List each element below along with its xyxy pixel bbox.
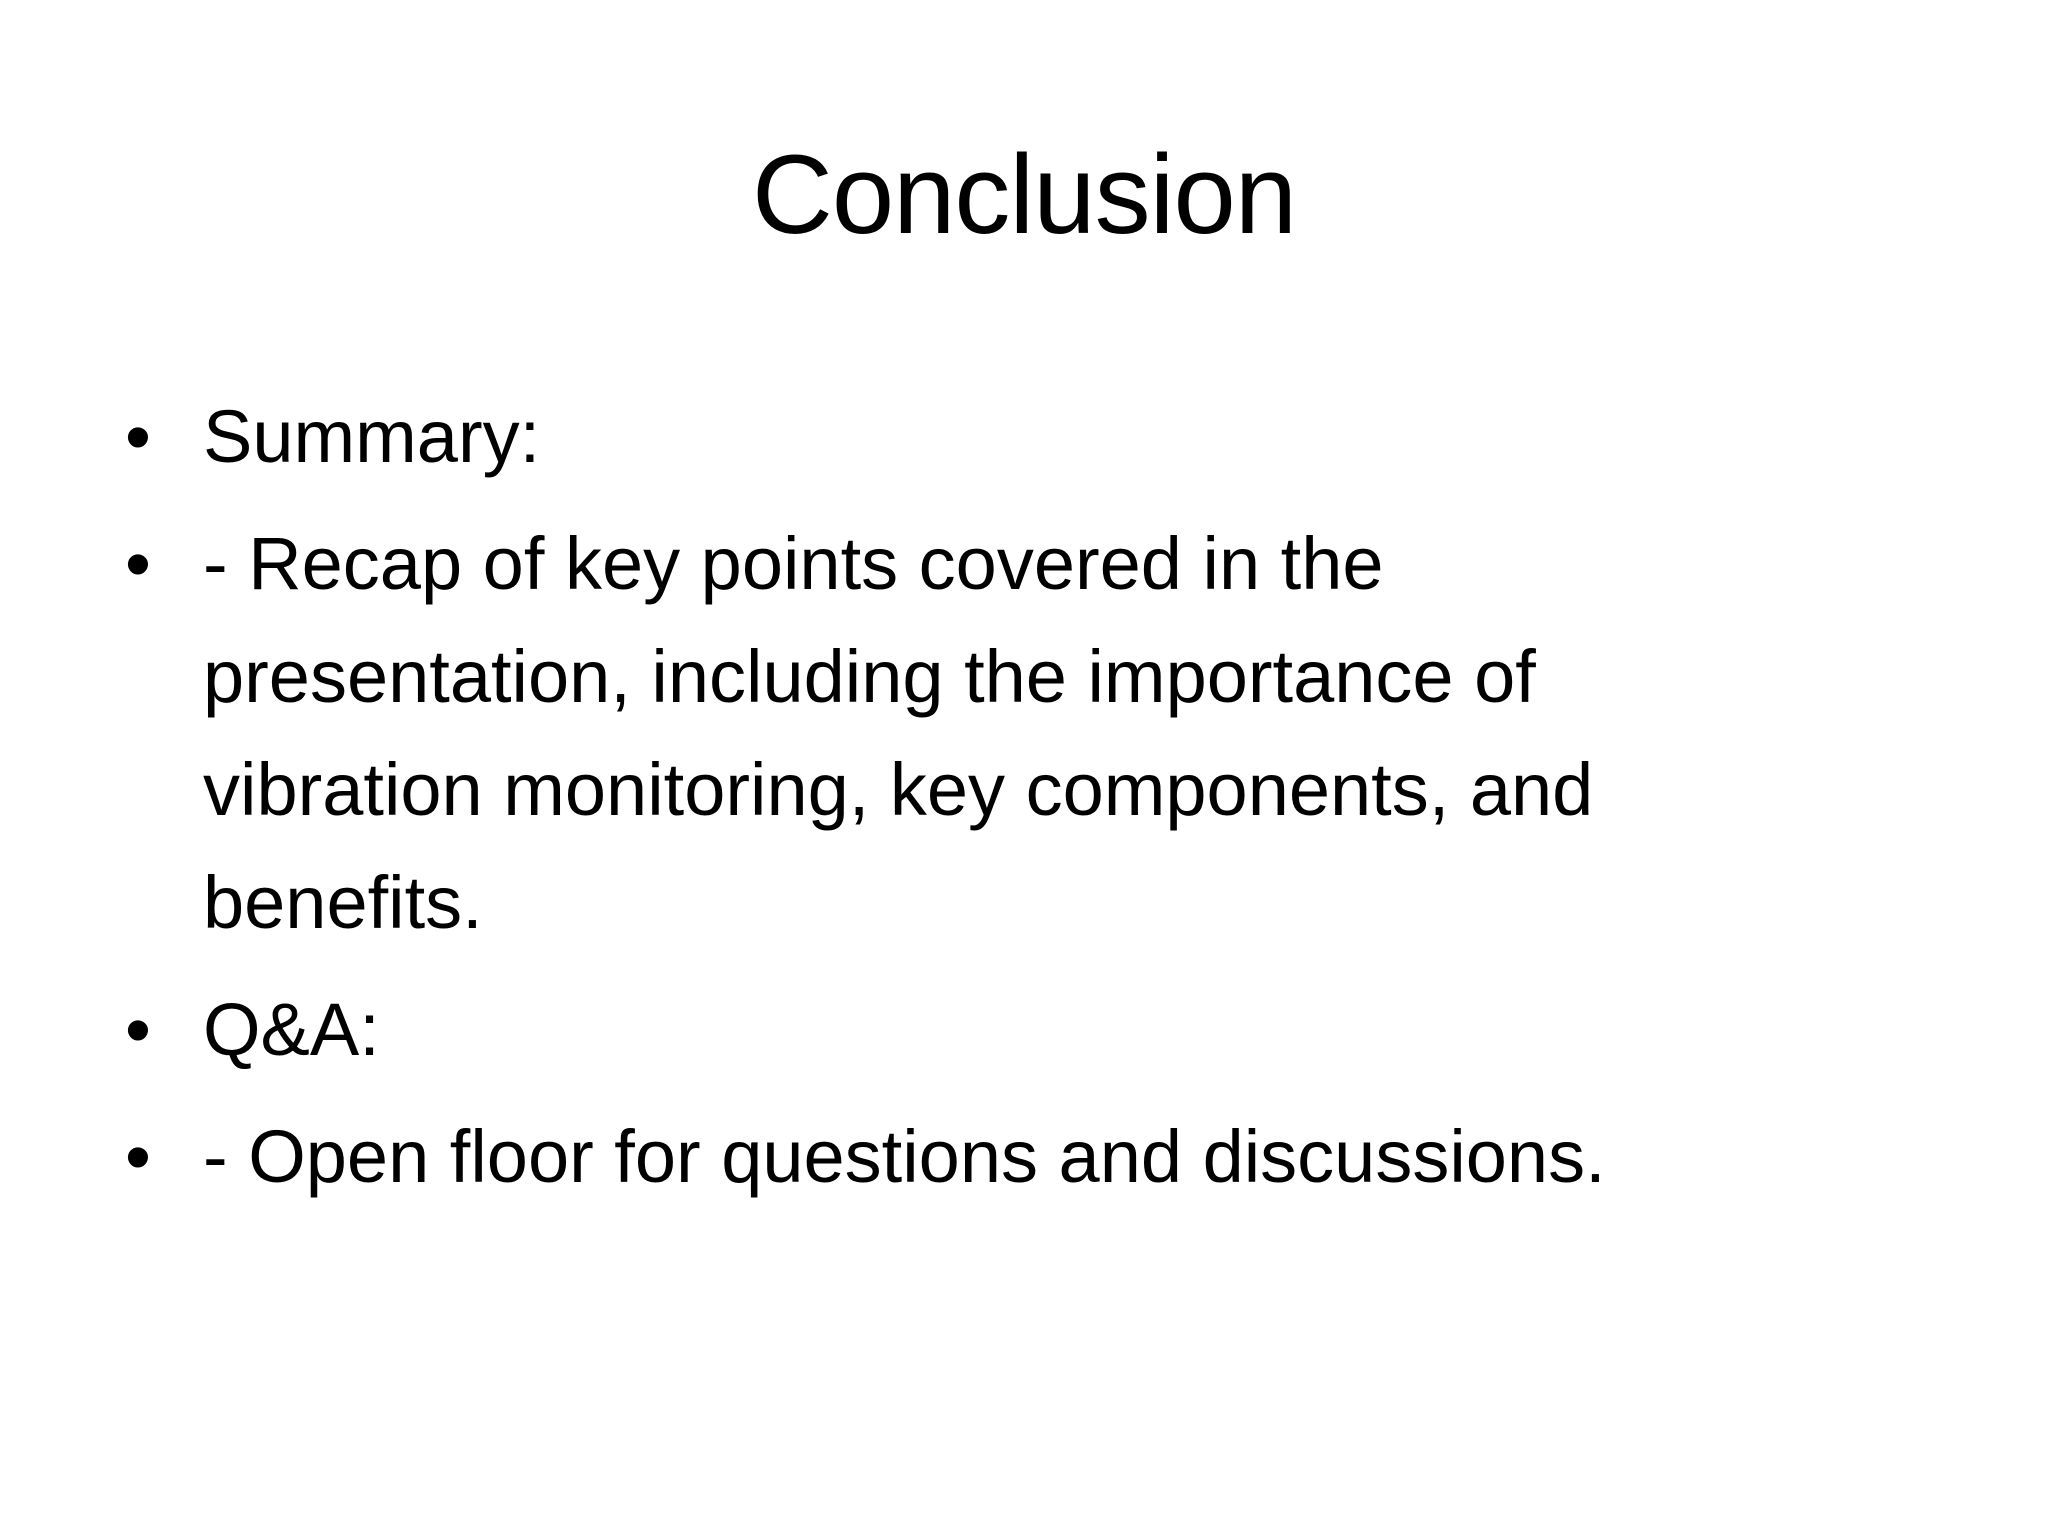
bullet-icon: • [125,988,151,1071]
bullet-icon: • [125,522,151,605]
bullet-item-open-floor [125,1100,1885,1213]
bullet-text: Summary: [203,395,541,478]
bullet-text: Q&A: [203,988,380,1071]
bullet-list [125,380,1885,1227]
bullet-item-recap [125,507,1885,959]
bullet-item-summary [125,380,1885,493]
slide-title: Conclusion [751,132,1297,257]
bullet-text: - Recap of key points covered in the presentation, including the importance of vibration monitoring, key components, and benefits. [203,522,1594,944]
bullet-icon: • [125,395,151,478]
bullet-item-qa [125,973,1885,1086]
bullet-icon: • [125,1115,151,1198]
bullet-text: - Open floor for questions and discussions. [203,1115,1606,1198]
